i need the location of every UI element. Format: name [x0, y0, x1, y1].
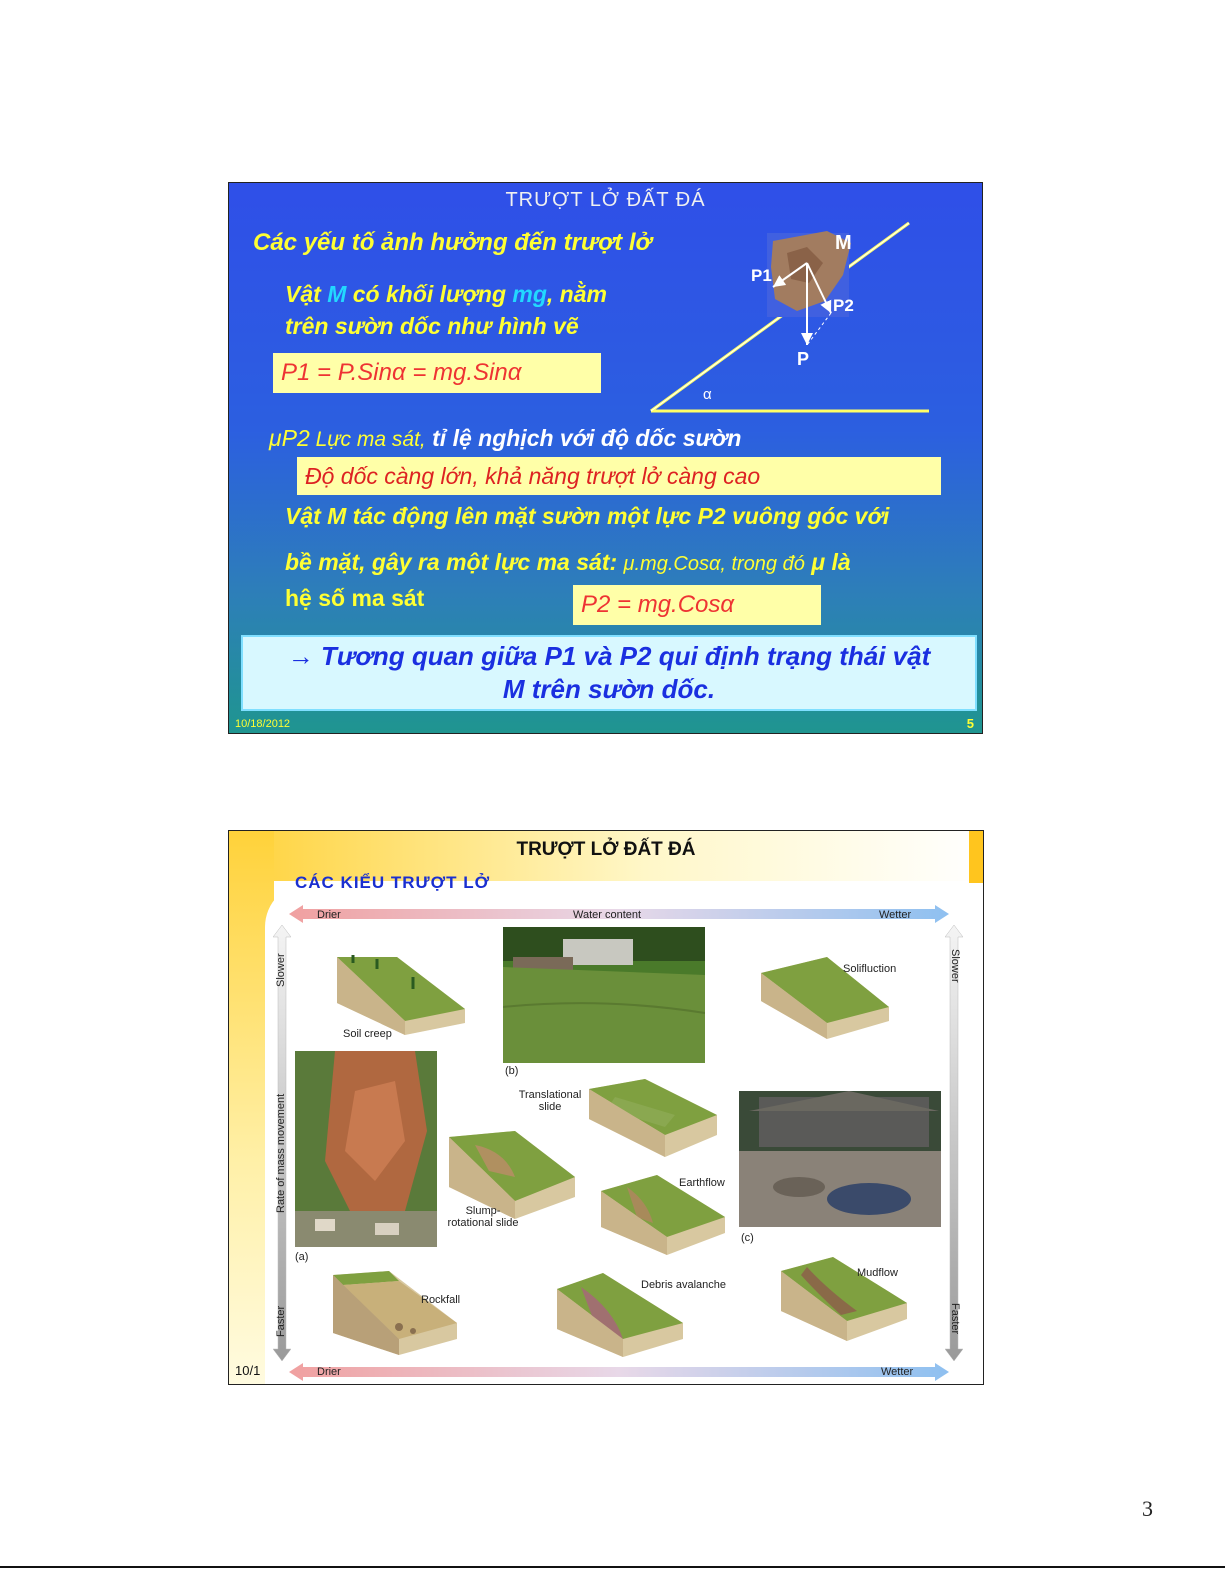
label-m: M — [835, 232, 852, 254]
dashed-line — [807, 313, 831, 345]
mu-p2: μP2 — [269, 425, 310, 451]
slide-1-title: TRƯỢT LỞ ĐẤT ĐÁ — [505, 189, 706, 211]
caption-debris: Debris avalanche — [641, 1279, 726, 1291]
friction-relation: tỉ lệ nghịch với độ dốc sườn — [425, 425, 742, 451]
text-line-2: trên sườn dốc như hình vẽ — [285, 313, 579, 339]
text-fragment-m: M — [327, 281, 347, 307]
top-axis-center: Water content — [573, 909, 642, 921]
slide-1 — [228, 182, 983, 734]
force-diagram — [647, 213, 947, 423]
caption-b: (b) — [505, 1065, 519, 1077]
caption-earthflow: Earthflow — [679, 1177, 725, 1189]
right-axis-top: Slower — [949, 949, 961, 983]
text-fragment: có khối lượng — [346, 281, 513, 307]
soil-creep-block — [333, 949, 469, 1039]
slide-1-date: 10/18/2012 — [235, 718, 291, 730]
text-line-3: Vật M tác động lên mặt sườn một lực P2 vuông góc với — [285, 503, 890, 529]
conclusion-line-1: → Tương quan giữa P1 và P2 qui định trạng thái vật — [287, 641, 931, 671]
right-axis-bottom: Faster — [949, 1303, 961, 1335]
photo-c-mudflow-damage — [739, 1091, 941, 1227]
caption-solifluction: Solifluction — [843, 963, 897, 975]
label-p2: P2 — [833, 296, 854, 315]
slide-2-title: TRƯỢT LỞ ĐẤT ĐÁ — [516, 839, 696, 860]
caption-a: (a) — [295, 1251, 309, 1263]
text-line-5: hệ số ma sát — [285, 585, 425, 611]
label-p: P — [797, 349, 810, 369]
caption-soil-creep: Soil creep — [343, 1028, 392, 1040]
rockfall-block — [329, 1269, 461, 1357]
slide-2 — [228, 830, 984, 1385]
photo-b-landslide-house — [503, 927, 705, 1063]
slide-1-number: 5 — [966, 716, 974, 731]
text-line-4 — [285, 549, 851, 576]
caption-mudflow: Mudflow — [857, 1267, 898, 1279]
left-axis-top: Slower — [275, 953, 287, 987]
text-fragment-mg: mg — [512, 281, 547, 307]
text-line-1 — [285, 281, 607, 308]
photo-a-hillside-landslide — [295, 1051, 437, 1247]
bottom-axis-left: Drier — [317, 1366, 341, 1378]
translational-slide-block — [585, 1075, 721, 1161]
caption-rockfall: Rockfall — [421, 1294, 461, 1306]
left-axis-bottom: Faster — [275, 1305, 287, 1337]
text-fragment-formula: μ.mg.Cosα, trong đó — [623, 553, 805, 575]
conclusion-box — [241, 635, 977, 711]
page-number: 3 — [1142, 1496, 1153, 1521]
conclusion-line-2: M trên sườn dốc. — [502, 674, 716, 704]
caption-c: (c) — [741, 1232, 754, 1244]
top-axis-right: Wetter — [879, 909, 912, 921]
caption-slump: Slump-rotational slide — [447, 1205, 519, 1229]
friction-line — [269, 425, 741, 452]
right-rate-arrow — [945, 925, 963, 1361]
caption-translational: Translational slide — [518, 1089, 582, 1113]
slide-2-subtitle: CÁC KIỂU TRƯỢT LỞ — [295, 873, 491, 892]
formula-p1: P1 = P.Sinα = mg.Sinα — [273, 353, 601, 393]
text-fragment: , nằm — [546, 281, 607, 307]
slide-1-heading: Các yếu tố ảnh hưởng đến trượt lở — [253, 229, 652, 256]
text-fragment: Vật — [285, 281, 328, 307]
text-fragment: μ là — [804, 549, 851, 575]
page-bottom-rule — [0, 1566, 1225, 1568]
highlight-box: Độ dốc càng lớn, khả năng trượt lở càng cao — [297, 457, 941, 495]
label-p1: P1 — [751, 266, 772, 285]
bottom-water-arrow — [289, 1363, 949, 1381]
friction-label: Lực ma sát, — [309, 428, 426, 451]
top-axis-left: Drier — [317, 909, 341, 921]
bottom-axis-right: Wetter — [881, 1366, 914, 1378]
label-alpha: α — [703, 386, 712, 403]
text-fragment: bề mặt, gây ra một lực ma sát: — [285, 549, 624, 575]
slide-2-number: 10/1 — [235, 1363, 261, 1378]
formula-p2: P2 = mg.Cosα — [573, 585, 821, 625]
left-axis-center: Rate of mass movement — [275, 1093, 287, 1213]
